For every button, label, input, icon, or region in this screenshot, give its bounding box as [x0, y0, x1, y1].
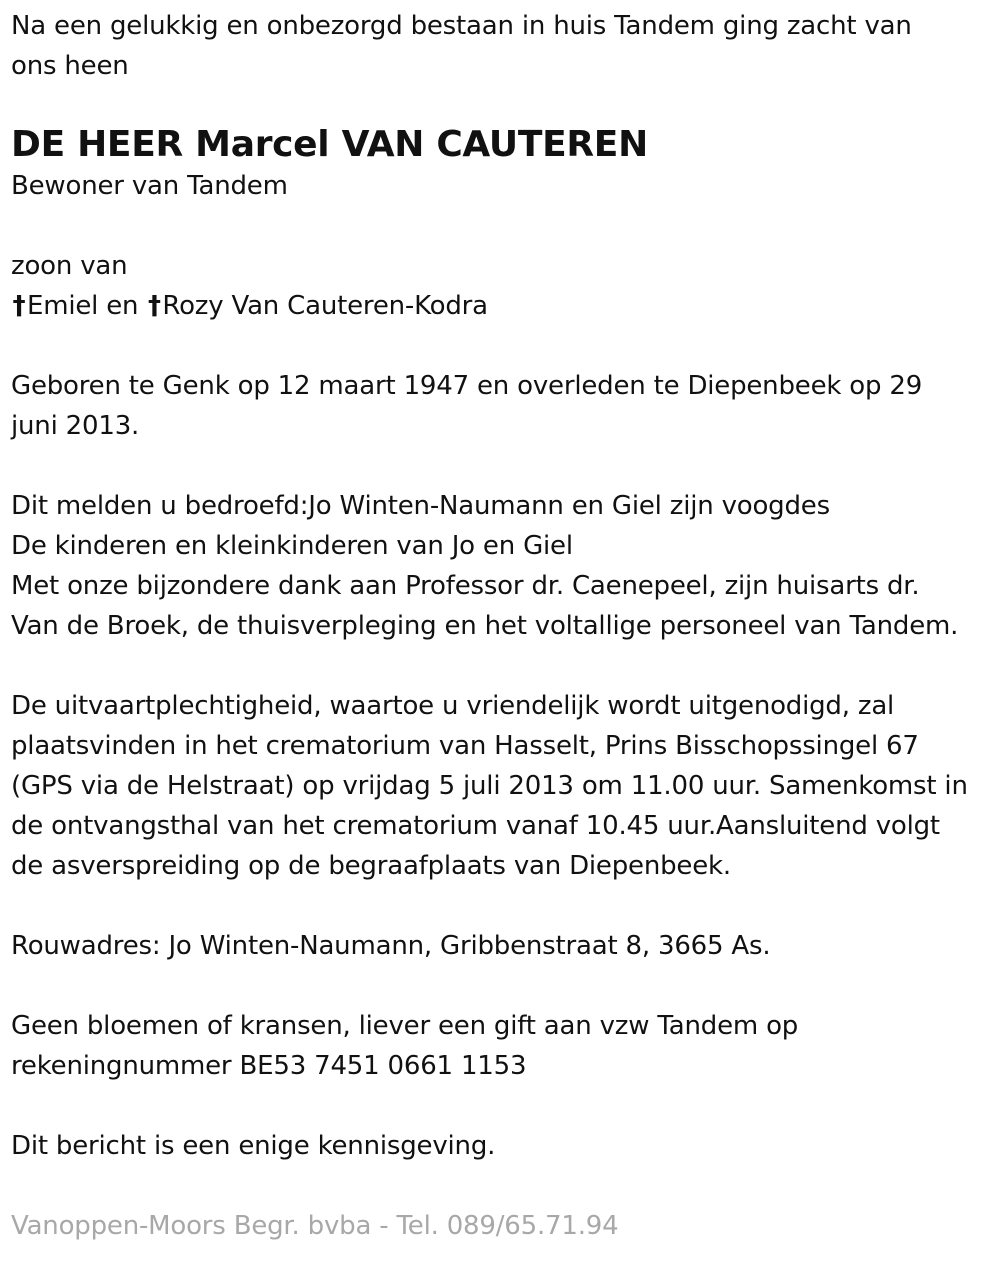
spacer [11, 206, 995, 246]
spacer [11, 326, 995, 366]
donation-line-2: rekeningnummer BE53 7451 0661 1153 [11, 1051, 527, 1081]
mother-name: Rozy Van Cauteren-Kodra [162, 291, 488, 321]
intro-line-1: Na een gelukkig en onbezorgd bestaan in huis Tandem ging zacht van [11, 11, 912, 41]
donation-paragraph [11, 1006, 995, 1086]
ceremony-line-3: (GPS via de Helstraat) op vrijdag 5 juli 2013 om 11.00 uur. Samenkomst in [11, 771, 968, 801]
intro-paragraph [11, 6, 995, 86]
announcement-line-2: De kinderen en kleinkinderen van Jo en Giel [11, 531, 573, 561]
birth-death-line-2: juni 2013. [11, 411, 140, 441]
spacer [11, 646, 995, 686]
parents-names [11, 286, 995, 326]
intro-line-2: ons heen [11, 51, 129, 81]
cross-icon: † [148, 291, 161, 321]
spacer [11, 1086, 995, 1126]
ceremony-line-4: de ontvangsthal van het crematorium vanaf 10.45 uur.Aansluitend volgt [11, 811, 940, 841]
spacer [11, 886, 995, 926]
birth-death-paragraph [11, 366, 995, 446]
parents-block [11, 246, 995, 326]
funeral-home-footer: Vanoppen-Moors Begr. bvba - Tel. 089/65.71.94 [11, 1211, 619, 1241]
address-paragraph [11, 926, 995, 966]
spacer [11, 446, 995, 486]
ceremony-line-5: de asverspreiding op de begraafplaats van Diepenbeek. [11, 851, 731, 881]
announcement-line-4: Van de Broek, de thuisverpleging en het voltallige personeel van Tandem. [11, 611, 959, 641]
deceased-name: DE HEER Marcel VAN CAUTEREN [11, 124, 648, 165]
ceremony-line-2: plaatsvinden in het crematorium van Hasselt, Prins Bisschopssingel 67 [11, 731, 919, 761]
obituary-document [11, 6, 995, 1246]
notice-paragraph [11, 1126, 995, 1166]
notice-line: Dit bericht is een enige kennisgeving. [11, 1131, 496, 1161]
deceased-subtitle: Bewoner van Tandem [11, 171, 288, 201]
donation-line-1: Geen bloemen of kransen, liever een gift aan vzw Tandem op [11, 1011, 799, 1041]
father-name: Emiel en [27, 291, 147, 321]
cross-icon: † [12, 291, 26, 321]
birth-death-line-1: Geboren te Genk op 12 maart 1947 en overleden te Diepenbeek op 29 [11, 371, 923, 401]
announcement-line-3: Met onze bijzondere dank aan Professor dr. Caenepeel, zijn huisarts dr. [11, 571, 920, 601]
spacer [11, 1166, 995, 1206]
parents-label: zoon van [11, 251, 128, 281]
spacer [11, 966, 995, 1006]
announcement-paragraph [11, 486, 995, 646]
address-line: Rouwadres: Jo Winten-Naumann, Gribbenstraat 8, 3665 As. [11, 931, 771, 961]
announcement-line-1: Dit melden u bedroefd:Jo Winten-Naumann en Giel zijn voogdes [11, 491, 830, 521]
ceremony-paragraph [11, 686, 995, 886]
ceremony-line-1: De uitvaartplechtigheid, waartoe u vriendelijk wordt uitgenodigd, zal [11, 691, 895, 721]
